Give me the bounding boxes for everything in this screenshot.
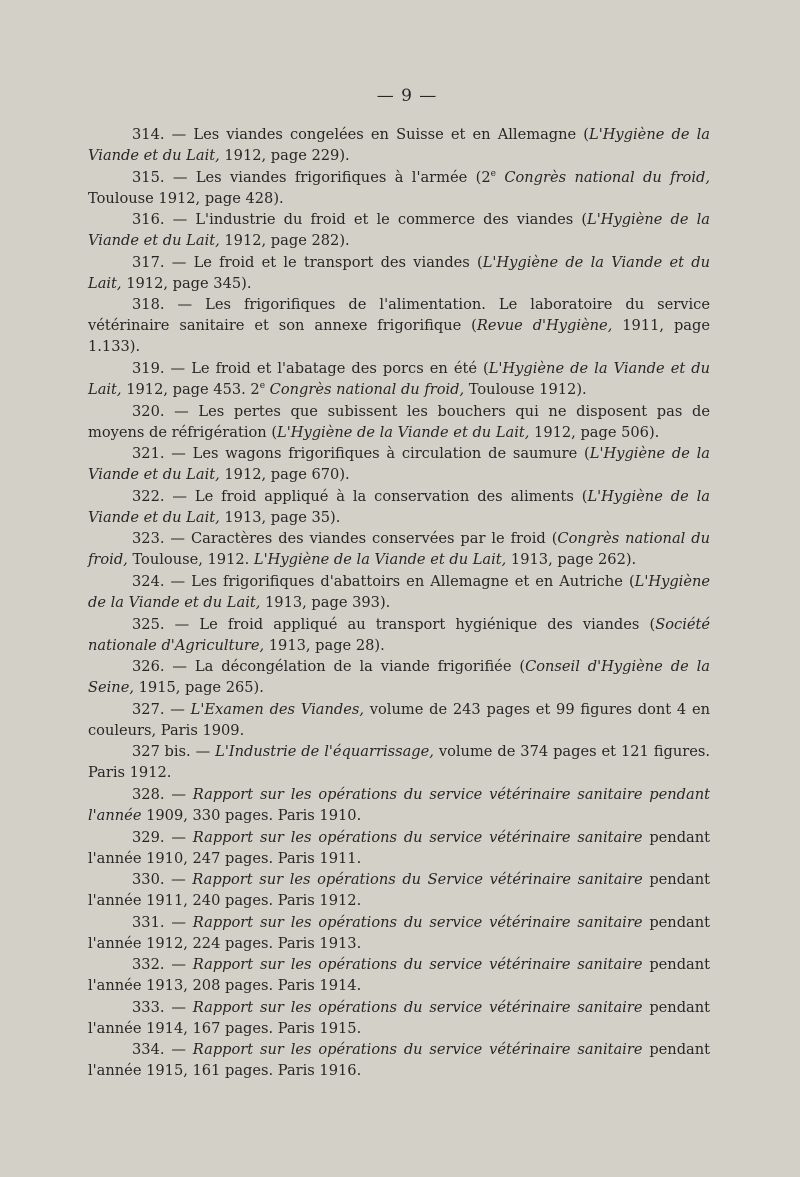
entry-number: 315.: [132, 168, 165, 186]
entry-number: 314.: [132, 126, 165, 143]
entry-text: 1913, page 28).: [264, 636, 385, 654]
entry-text: —: [164, 1041, 193, 1059]
entry-text: — L'industrie du froid et le commerce des viandes (: [164, 211, 588, 229]
entry-title-italic: Rapport sur les opérations du Service vétérinaire sanitaire: [192, 871, 643, 889]
entry-text: 1912, page 453. 2: [121, 380, 260, 398]
entry-number: 318.: [132, 296, 165, 314]
entry-number: 332.: [132, 956, 165, 974]
entry-text: — Les pertes que subissent les bouchers qui ne disposent pas de moyens de réfrigération (: [88, 402, 710, 441]
entry-text: Toulouse 1912).: [464, 380, 587, 398]
entry-text: —: [164, 785, 193, 803]
entry-text: 1915, page 265).: [133, 679, 264, 697]
entry-title-italic: Congrès national du froid,: [495, 168, 710, 186]
entry-text: pendant l'année 1915, 161 pages. Paris 1916.: [88, 1041, 711, 1080]
entry-number: 321.: [132, 445, 165, 463]
entry-title-italic: L'Hygiène de la Viande et du Lait,: [88, 126, 710, 164]
entry-text: 1912, page 670).: [219, 466, 350, 484]
entry-text: 1913, page 35).: [219, 508, 341, 526]
bibliography-entry: [88, 997, 710, 1039]
entry-title-italic: Société nationale d'Agriculture,: [88, 615, 710, 654]
entry-text: — Les viandes congelées en Suisse et en Allemagne (: [164, 126, 589, 143]
entry-text: — Les frigorifiques d'abattoirs en Allemagne et en Autriche (: [164, 572, 635, 590]
bibliography-entry: [88, 741, 710, 783]
bibliography-entry: [88, 699, 710, 741]
entry-text: —: [164, 913, 193, 931]
entry-title-italic: L'Examen des Viandes,: [190, 700, 364, 718]
entry-text: 1912, page 506).: [529, 423, 660, 441]
entry-text: volume de 374 pages et 121 figures. Paris 1912.: [88, 743, 710, 782]
bibliography-entry: [88, 869, 710, 911]
entry-text: 1911, page 1.133).: [88, 317, 710, 356]
entry-title-italic: Rapport sur les opérations du service vétérinaire sanitaire: [192, 913, 643, 931]
entry-number: 333.: [132, 998, 165, 1016]
bibliography-entry: [88, 912, 710, 954]
entry-text: 1912, page 345).: [121, 274, 252, 292]
entry-number: 317.: [132, 253, 165, 271]
entry-title-italic: L'Hygiène de la Viande et du Lait,: [253, 551, 507, 569]
entry-text: — Caractères des viandes conservées par le froid (: [164, 530, 558, 548]
entry-text: —: [164, 700, 191, 718]
entry-text: — Le froid appliqué au transport hygiénique des viandes (: [164, 615, 656, 633]
bibliography-entry: [88, 401, 710, 443]
entry-text: 1913, page 393).: [260, 593, 391, 611]
entry-title-italic: Congrès national du froid,: [265, 380, 465, 398]
entry-title-italic: Conseil d'Hygiène de la Seine,: [88, 658, 710, 697]
entry-number: 327.: [132, 700, 165, 718]
entry-number: 319.: [132, 359, 165, 377]
entry-title-italic: Rapport sur les opérations du service vétérinaire sanitaire: [192, 956, 643, 974]
entry-number: 325.: [132, 615, 165, 633]
entry-number: 328.: [132, 785, 165, 803]
entry-text: —: [164, 998, 193, 1016]
bibliography-entry: [88, 124, 710, 166]
bibliography-entry: [88, 528, 710, 570]
superscript: e: [490, 168, 496, 179]
entry-text: — La décongélation de la viande frigorifiée (: [164, 658, 526, 676]
entry-title-italic: L'Hygiène de la Viande et du Lait,: [277, 423, 530, 441]
entry-text: — Le froid appliqué à la conservation des aliments (: [164, 487, 588, 505]
entry-number: 331.: [132, 913, 165, 931]
bibliography-entry: [88, 252, 710, 294]
entry-title-italic: Rapport sur les opérations du service vétérinaire sanitaire: [192, 828, 643, 846]
entry-title-italic: L'Hygiène de la Viande et du Lait,: [88, 359, 710, 398]
bibliography-entry: [88, 827, 710, 869]
entry-text: —: [164, 871, 193, 889]
entry-text: —: [164, 828, 193, 846]
entry-number: 326.: [132, 658, 165, 676]
entry-text: pendant l'année 1913, 208 pages. Paris 1914.: [88, 956, 711, 995]
entry-title-italic: L'Industrie de l'équarrissage,: [215, 743, 434, 761]
entry-title-italic: L'Hygiène de la Viande et du Lait,: [88, 445, 711, 484]
entry-number: 324.: [132, 572, 165, 590]
entry-text: — Les frigorifiques de l'alimentation. Le laboratoire du service vétérinaire sanitaire et son annexe frigorifique (: [88, 296, 710, 335]
bibliography-entry: [88, 294, 710, 357]
entry-text: pendant l'année 1911, 240 pages. Paris 1912.: [88, 871, 711, 910]
entry-title-italic: Rapport sur les opérations du service vétérinaire sanitaire: [192, 1041, 643, 1059]
bibliography-entry: [88, 167, 710, 209]
entry-text: Toulouse 1912, page 428).: [88, 189, 284, 207]
entry-title-italic: L'Hygiène de la Viande et du Lait,: [88, 572, 710, 611]
bibliography-entry: [88, 784, 710, 826]
entry-text: volume de 243 pages et 99 figures dont 4 en couleurs, Paris 1909.: [88, 700, 710, 739]
bibliography-entry: [88, 954, 710, 996]
entry-text: pendant l'année 1912, 224 pages. Paris 1913.: [88, 913, 711, 952]
entry-number: 316.: [132, 211, 165, 229]
entry-number: 329.: [132, 828, 165, 846]
entry-title-italic: Rapport sur les opérations du service vétérinaire sanitaire pendant l'année: [88, 785, 710, 824]
entry-text: 1909, 330 pages. Paris 1910.: [141, 806, 362, 824]
entry-text: pendant l'année 1914, 167 pages. Paris 1915.: [88, 998, 711, 1037]
entry-text: —: [190, 743, 216, 761]
bibliography-entry: [88, 571, 710, 613]
entry-text: 1912, page 282).: [219, 232, 350, 250]
entry-title-italic: Revue d'Hygiène,: [476, 317, 613, 335]
page-number: — 9 —: [376, 86, 438, 106]
bibliography-entry: [88, 443, 710, 485]
bibliography-entry: [88, 209, 710, 251]
entry-text: — Le froid et l'abatage des porcs en été (: [164, 359, 489, 377]
entry-number: 330.: [132, 871, 165, 889]
entry-text: — Les viandes frigorifiques à l'armée (2: [164, 168, 491, 186]
entry-text: 1913, page 262).: [506, 551, 637, 569]
entry-text: — Le froid et le transport des viandes (: [164, 253, 483, 271]
bibliography-entry: [88, 486, 710, 528]
entry-title-italic: Rapport sur les opérations du service vétérinaire sanitaire: [192, 998, 643, 1016]
entry-title-italic: Congrès national du froid,: [88, 530, 710, 569]
entry-title-italic: L'Hygiène de la Viande et du Lait,: [88, 211, 711, 250]
entry-number: 320.: [132, 402, 165, 420]
superscript: e: [259, 381, 266, 392]
bibliography-list: [88, 124, 710, 1082]
entry-number: 323.: [132, 530, 165, 548]
entry-text: —: [164, 956, 193, 974]
entry-number: 322.: [132, 487, 165, 505]
bibliography-entry: [88, 614, 710, 656]
entry-number: 334.: [132, 1041, 165, 1059]
bibliography-entry: [88, 656, 710, 698]
entry-text: — Les wagons frigorifiques à circulation de saumure (: [164, 445, 590, 463]
entry-number: 327 bis.: [132, 743, 191, 761]
bibliography-entry: [88, 358, 710, 400]
entry-text: 1912, page 229).: [219, 147, 350, 164]
bibliography-entry: [88, 1039, 710, 1081]
entry-text: pendant l'année 1910, 247 pages. Paris 1911.: [88, 828, 711, 867]
entry-text: Toulouse, 1912.: [127, 551, 254, 569]
entry-title-italic: L'Hygiène de la Viande et du Lait,: [88, 253, 710, 292]
entry-title-italic: L'Hygiène de la Viande et du Lait,: [88, 487, 711, 526]
